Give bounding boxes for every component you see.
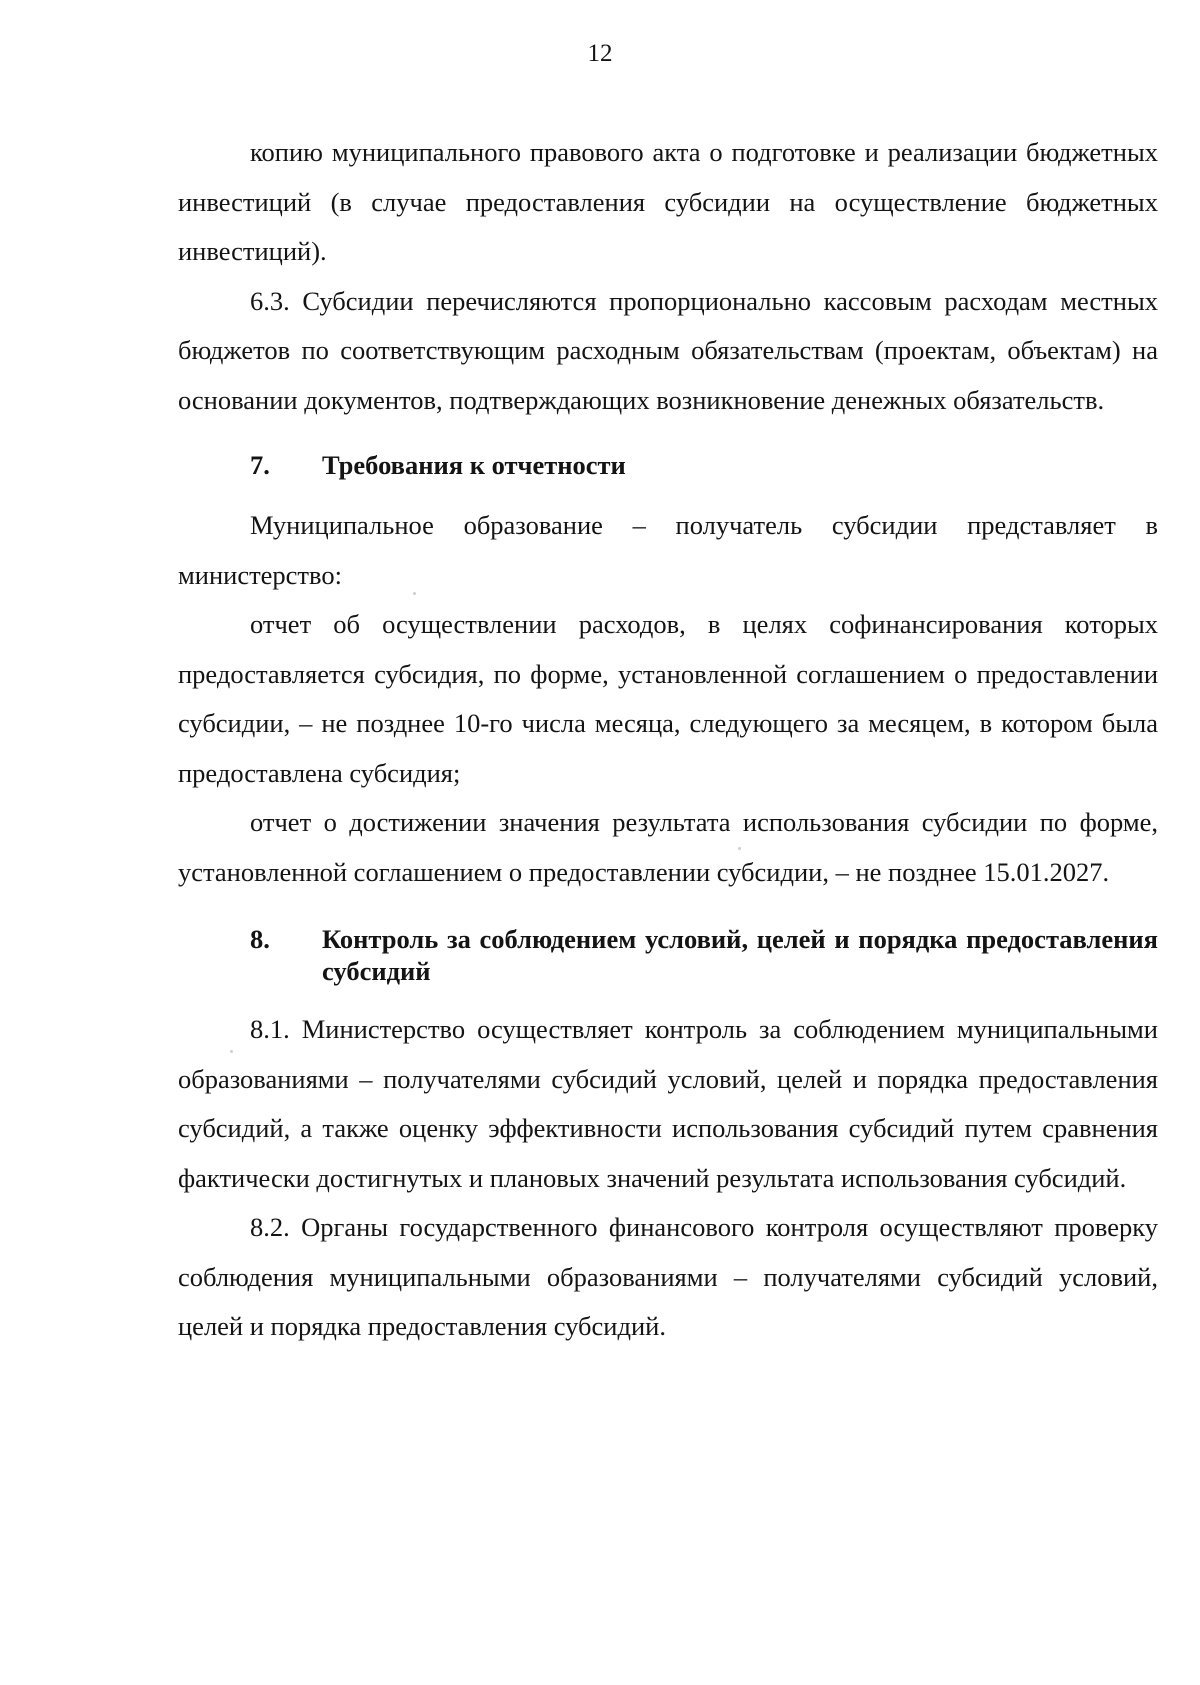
section-heading-8 xyxy=(178,923,1158,987)
section-number: 7. xyxy=(250,450,270,480)
paragraph-reporting-intro: Муниципальное образование – получатель субсидии представляет в министерство: xyxy=(178,510,1158,590)
scan-speck xyxy=(738,847,741,850)
scan-speck xyxy=(413,592,416,595)
paragraph-result-report: отчет о достижении значения результата использования субсидии по форме, установленной соглашением о предоставлении субсидии, – не позднее 15.01.2027. xyxy=(178,807,1158,887)
document-body xyxy=(178,128,1158,1352)
paragraph-budget-investments: копию муниципального правового акта о подготовке и реализации бюджетных инвестиций (в случае предоставления субсидии на осуществление бюджетных инвестиций). xyxy=(178,137,1158,266)
section-number: 8. xyxy=(250,924,270,954)
paragraph-8-2: 8.2. Органы государственного финансового контроля осуществляют проверку соблюдения муниципальными образованиями – получателями субсидий условий, целей и порядка предоставления субсидий. xyxy=(178,1212,1158,1341)
section-heading-7 xyxy=(178,449,1158,481)
paragraph-8-1: 8.1. Министерство осуществляет контроль за соблюдением муниципальными образованиями – получателями субсидий условий, целей и порядка предоставления субсидий, а также оценку эффективности использования субсидий путем сравнения фактически достигнутых и плановых значений результата использования субсидий. xyxy=(178,1014,1158,1193)
scan-speck xyxy=(230,1050,233,1053)
paragraph-expense-report: отчет об осуществлении расходов, в целях софинансирования которых предоставляется субсидия, по форме, установленной соглашением о предоставлении субсидии, – не позднее 10-го числа месяца, следующего за месяцем, в котором была предоставлена субсидия; xyxy=(178,609,1158,788)
section-title: Требования к отчетности xyxy=(322,450,626,480)
paragraph-6-3: 6.3. Субсидии перечисляются пропорционально кассовым расходам местных бюджетов по соответствующим расходным обязательствам (проектам, объектам) на основании документов, подтверждающих возникновение денежных обязательств. xyxy=(178,285,1158,415)
section-title: Контроль за соблюдением условий, целей и порядка предоставления субсидий xyxy=(322,924,1158,986)
page-number: 12 xyxy=(587,40,613,67)
